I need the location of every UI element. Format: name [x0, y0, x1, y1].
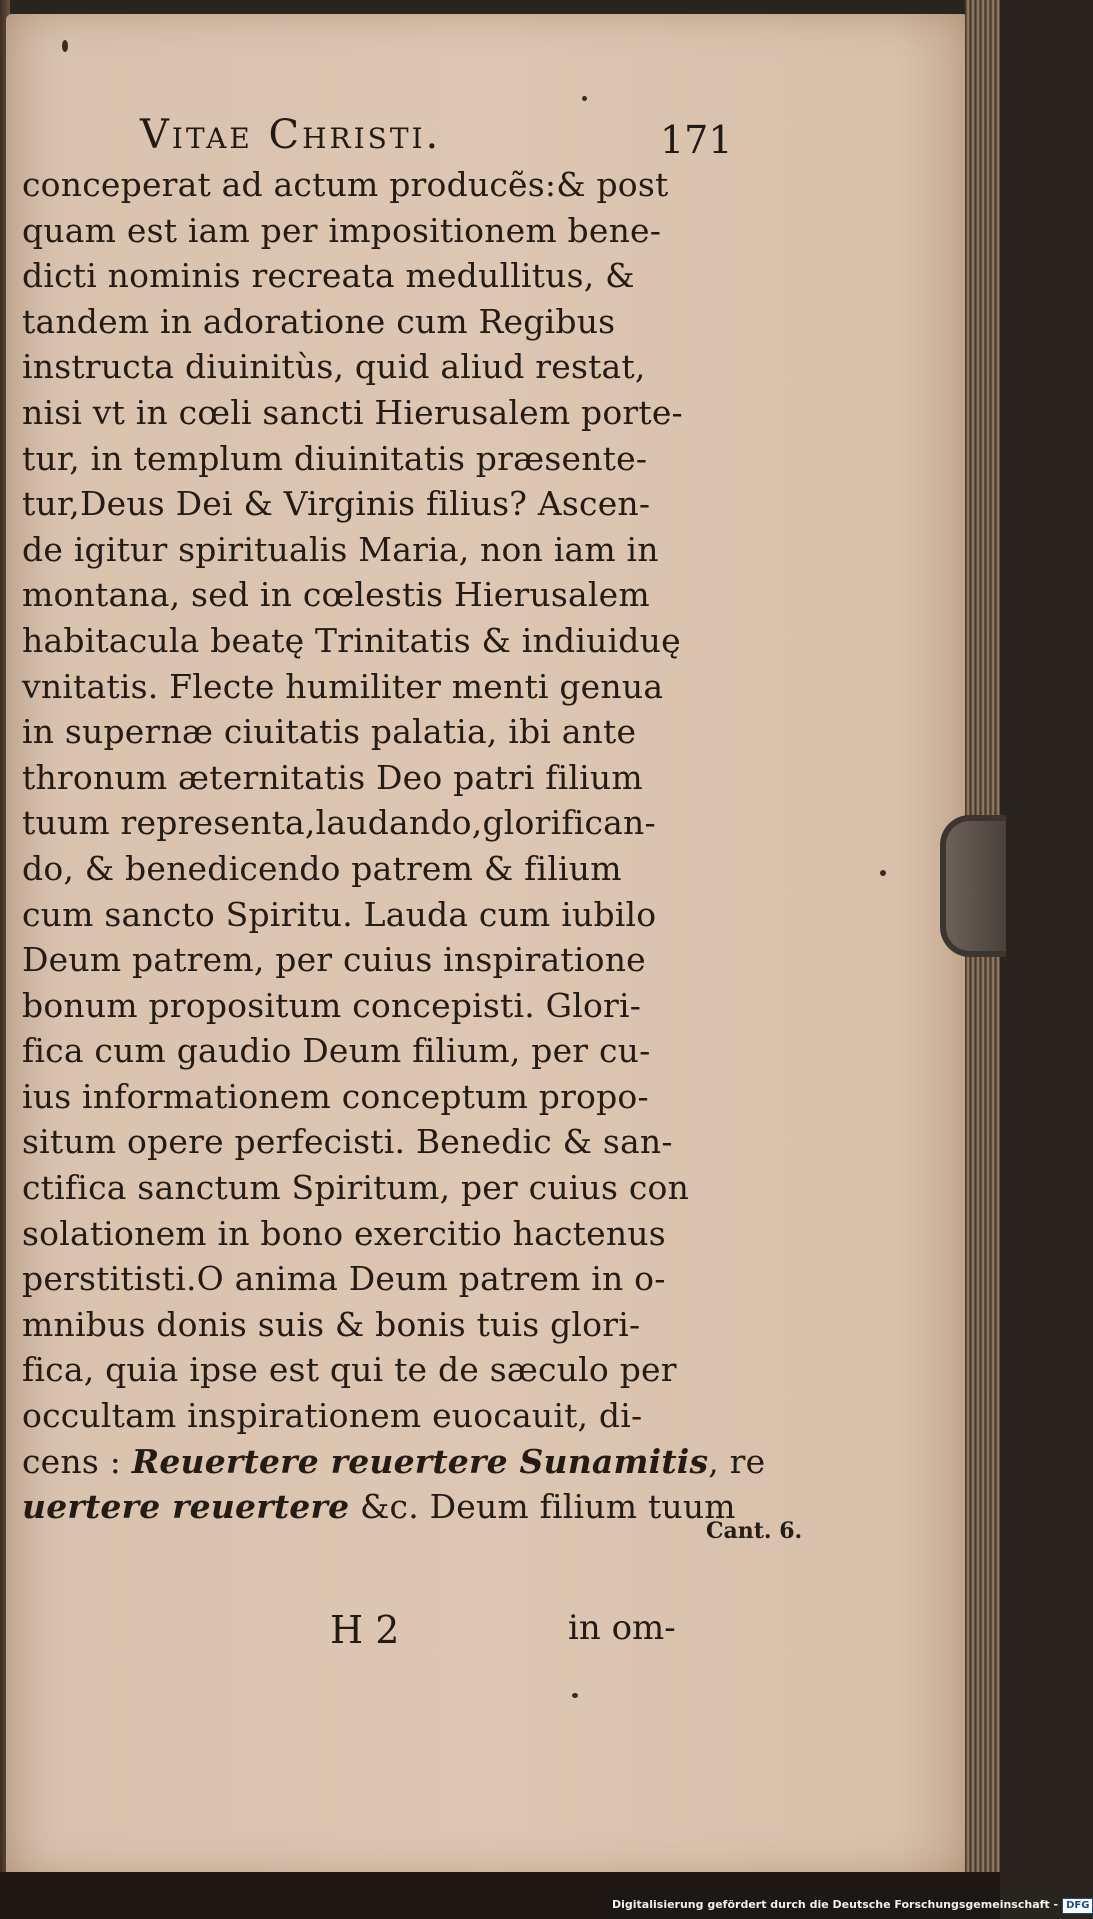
body-text — [22, 162, 766, 1530]
text-line: perstitisti.O anima Deum patrem in o- — [22, 1259, 666, 1299]
text-line-with-quotation — [22, 1439, 766, 1485]
text-line: solationem in bono exercitio hactenus — [22, 1213, 666, 1253]
digitization-credit — [612, 1896, 1090, 1914]
text-line: do, & benedicendo patrem & filium — [22, 848, 622, 888]
text-line: nisi vt in cœli sancti Hierusalem porte- — [22, 392, 683, 432]
text-line: quam est iam per impositionem bene- — [22, 210, 662, 250]
text-line: dicti nominis recreata medullitus, & — [22, 256, 635, 296]
text-line: ctifica sanctum Spiritum, per cuius con — [22, 1168, 690, 1208]
text-line: vnitatis. Flecte humiliter menti genua — [22, 666, 664, 706]
text-line: tur, in templum diuinitatis præsente- — [22, 438, 648, 478]
text-line: mnibus donis suis & bonis tuis glori- — [22, 1304, 641, 1344]
text-line: bonum propositum concepisti. Glori- — [22, 985, 642, 1025]
text-line: fica cum gaudio Deum filium, per cu- — [22, 1031, 651, 1071]
page-number: 171 — [660, 118, 733, 162]
line-text: , re — [708, 1441, 766, 1481]
ink-speck — [572, 1693, 578, 1698]
marginal-reference: Cant. 6. — [706, 1518, 803, 1544]
line-text: cens : — [22, 1441, 132, 1481]
signature-mark: H 2 — [330, 1608, 400, 1652]
text-line: fica, quia ipse est qui te de sæculo per — [22, 1350, 677, 1390]
text-line: tuum representa,laudando,glorifican- — [22, 803, 656, 843]
text-line: tur,Deus Dei & Virginis filius? Ascen- — [22, 484, 651, 524]
text-line: Deum patrem, per cuius inspiratione — [22, 940, 646, 980]
text-line: habitacula beatę Trinitatis & indiuiduę — [22, 620, 681, 660]
text-line-with-quotation — [22, 1484, 736, 1530]
text-line: ius informationem conceptum propo- — [22, 1076, 649, 1116]
biblical-quotation: Reuertere reuertere Sunamitis — [131, 1441, 709, 1481]
text-line: situm opere perfecisti. Benedic & san- — [22, 1122, 673, 1162]
credit-text: Digitalisierung gefördert durch die Deutsche Forschungsgemeinschaft - — [612, 1898, 1059, 1911]
text-line: montana, sed in cœlestis Hierusalem — [22, 575, 650, 615]
text-line: thronum æternitatis Deo patri filium — [22, 757, 643, 797]
book-clasp — [940, 815, 1006, 957]
ink-speck — [62, 40, 68, 52]
page-stack-edge — [965, 0, 1000, 1919]
text-line: de igitur spiritualis Maria, non iam in — [22, 529, 659, 569]
ink-speck — [582, 96, 587, 101]
dfg-logo: DFG — [1062, 1898, 1093, 1914]
ink-speck — [880, 870, 886, 876]
running-head: Vitae Christi. — [140, 112, 442, 158]
text-line: cum sancto Spiritu. Lauda cum iubilo — [22, 894, 657, 934]
text-line: conceperat ad actum producẽs:& post — [22, 165, 669, 204]
catchword: in om- — [568, 1608, 676, 1648]
text-line: instructa diuinitùs, quid aliud restat, — [22, 347, 646, 387]
text-line: tandem in adoratione cum Regibus — [22, 301, 616, 341]
text-line: occultam inspirationem euocauit, di- — [22, 1396, 643, 1436]
line-text: &c. Deum filium tuum — [349, 1487, 736, 1527]
biblical-quotation: uertere reuertere — [22, 1487, 350, 1527]
text-line: in supernæ ciuitatis palatia, ibi ante — [22, 712, 637, 752]
